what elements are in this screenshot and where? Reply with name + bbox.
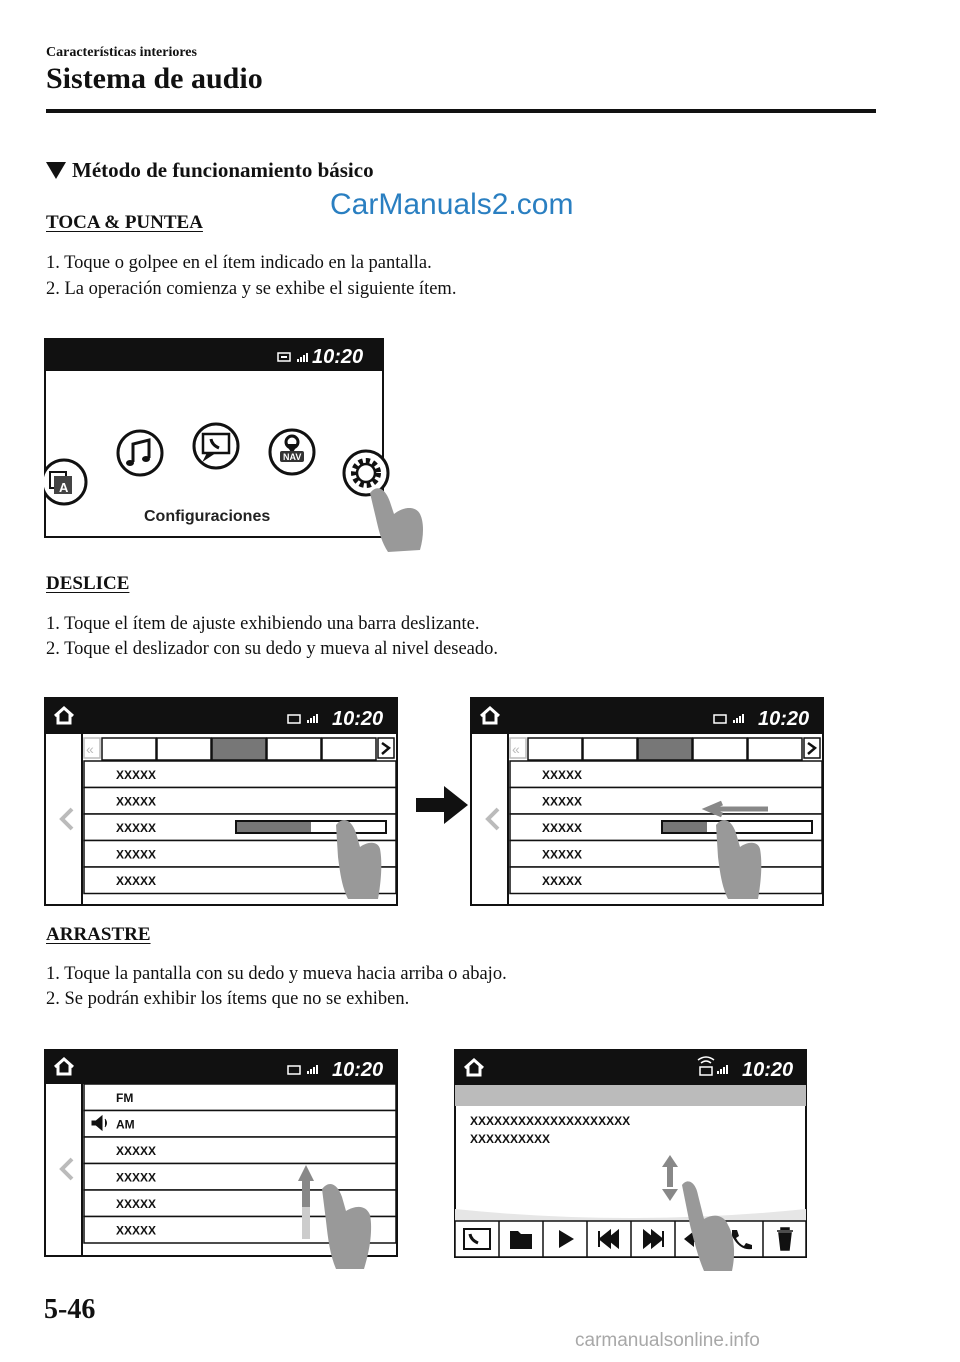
drag-message-screen: [454, 1049, 810, 1274]
tap-heading: TOCA & PUNTEA: [46, 212, 203, 233]
applications-icon: [44, 460, 86, 504]
chapter-title: Características interiores: [46, 45, 197, 60]
music-icon: [118, 431, 162, 475]
svg-text:«: «: [86, 741, 94, 757]
message-text-line-2: XXXXXXXXXX: [470, 1132, 551, 1146]
list-item-label: AM: [116, 1117, 135, 1132]
drag-heading: ARRASTRE: [46, 924, 151, 945]
status-time: 10:20: [332, 1059, 384, 1081]
slide-screen-before: [44, 697, 400, 909]
page-number: 5-46: [44, 1294, 96, 1325]
list-item-label: XXXXX: [542, 821, 583, 835]
drag-list-screen: [44, 1049, 424, 1271]
message-text-line-1: XXXXXXXXXXXXXXXXXXXX: [470, 1114, 631, 1128]
list-item-label: XXXXX: [116, 768, 157, 782]
slide-screen-after: [470, 697, 826, 909]
settings-label: Configuraciones: [144, 508, 271, 525]
triangle-bullet-icon: [46, 162, 66, 179]
tab-strip: [84, 738, 394, 760]
navigation-icon: [270, 430, 314, 474]
svg-text:NAV: NAV: [283, 452, 302, 462]
slide-step-2: 2. Toque el deslizador con su dedo y mueva al nivel deseado.: [46, 639, 498, 659]
list-item-label: XXXXX: [116, 821, 157, 835]
status-time: 10:20: [332, 708, 384, 730]
section-title: Sistema de audio: [46, 62, 263, 95]
communication-icon: [194, 424, 238, 468]
status-time: 10:20: [742, 1059, 794, 1081]
list-item-label: XXXXX: [116, 1197, 157, 1211]
drag-step-2: 2. Se podrán exhibir los ítems que no se exhiben.: [46, 989, 410, 1009]
status-time: 10:20: [312, 346, 364, 368]
list-item-label: XXXXX: [542, 768, 583, 782]
arrow-right-icon: [412, 784, 472, 826]
tap-step-1: 1. Toque o golpee en el ítem indicado en la pantalla.: [46, 253, 432, 273]
header-rule: [46, 109, 876, 113]
list-item-label: XXXXX: [542, 874, 583, 888]
list-item-label: XXXXX: [116, 794, 157, 809]
list-item-label: FM: [116, 1091, 134, 1105]
gear-icon: [344, 451, 388, 495]
slide-step-1: 1. Toque el ítem de ajuste exhibiendo una barra deslizante.: [46, 614, 480, 634]
list-item-label: XXXXX: [116, 847, 157, 862]
svg-text:«: «: [512, 741, 520, 757]
list-item-label: XXXXX: [116, 874, 157, 888]
tab-strip: [510, 738, 820, 760]
main-heading-text: Método de funcionamiento básico: [72, 158, 374, 182]
action-bar: [455, 1221, 806, 1257]
list-item-label: XXXXX: [116, 1144, 157, 1158]
svg-text:A: A: [59, 480, 69, 495]
finger-pointer-icon: [370, 488, 423, 552]
list-item-label: XXXXX: [542, 847, 583, 862]
list-item-label: XXXXX: [116, 1223, 157, 1238]
list-item-label: XXXXX: [116, 1170, 157, 1185]
watermark-bottom: carmanualsonline.info: [575, 1330, 760, 1351]
tap-screen-illustration: [44, 338, 434, 560]
list-item-label: XXXXX: [542, 794, 583, 809]
main-heading: [46, 158, 374, 183]
status-time: 10:20: [758, 708, 810, 730]
watermark-top: CarManuals2.com: [330, 188, 574, 221]
tap-step-2: 2. La operación comienza y se exhibe el siguiente ítem.: [46, 279, 457, 299]
drag-step-1: 1. Toque la pantalla con su dedo y mueva hacia arriba o abajo.: [46, 964, 507, 984]
slide-heading: DESLICE: [46, 573, 130, 594]
